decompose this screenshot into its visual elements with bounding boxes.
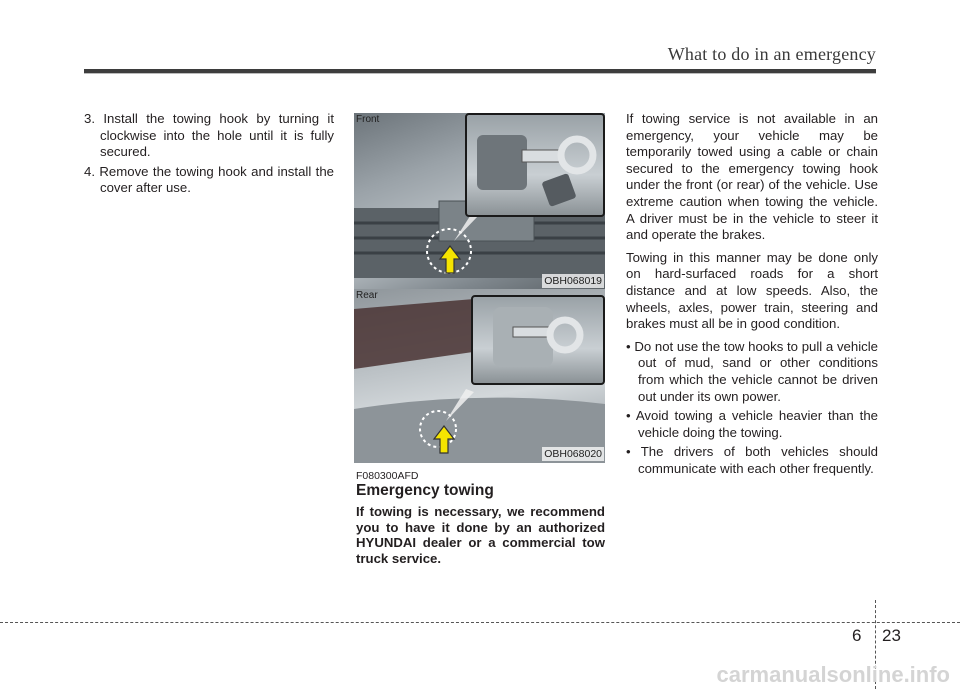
step-number: 3.: [84, 111, 95, 126]
section-code: F080300AFD: [356, 470, 419, 482]
steps-column: [84, 111, 334, 200]
tow-hook-closeup-inset: [471, 295, 605, 385]
page-number: 23: [882, 626, 901, 645]
hook-ring: [561, 139, 593, 171]
figure-label-front: Front: [356, 114, 380, 125]
figure-code-front: OBH068019: [544, 275, 602, 287]
step-item: [84, 111, 334, 161]
step-item: [84, 164, 334, 197]
step-text: Install the towing hook by turning it clockwise into the hole until it is fully secured.: [100, 111, 335, 160]
bullet-item: • Avoid towing a vehicle heavier than the vehicle doing the towing.: [626, 408, 878, 440]
tow-hook-closeup-inset: [465, 113, 605, 217]
hook-closeup-illustration: [473, 297, 603, 383]
hook-shaft: [513, 327, 549, 337]
hook-shaft: [522, 150, 562, 162]
step-text: Remove the towing hook and install the cover after use.: [99, 163, 334, 196]
bullet-text: Avoid towing a vehicle heavier than the vehicle doing the towing.: [635, 408, 878, 440]
hook-ring: [550, 320, 580, 350]
watermark: carmanualsonline.info: [716, 662, 950, 687]
hook-closeup-illustration: [467, 115, 603, 215]
section-body: If towing is necessary, we recommend you to have it done by an authorized HYUNDAI dealer or a commercial tow truck service.: [356, 504, 605, 566]
bullet-item: • Do not use the tow hooks to pull a vehicle out of mud, sand or other conditions from which the vehicle cannot be driven out under its own power.: [626, 338, 879, 404]
rear-tow-hook-figure: [354, 289, 605, 463]
footer-divider: [0, 622, 960, 623]
step-number: 4.: [84, 163, 95, 179]
paragraph: Towing in this manner may be done only on hard-surfaced roads for a short distance and at low speeds. Also, the wheels, axles, power train, steering and brakes must all be in good condition.: [626, 249, 878, 332]
section-title: Emergency towing: [356, 482, 494, 499]
bullet-text: The drivers of both vehicles should communicate with each other frequently.: [638, 444, 878, 476]
figure-label-rear: Rear: [356, 290, 378, 301]
front-tow-hook-figure: [354, 113, 605, 290]
header-title: What to do in an emergency: [667, 44, 876, 64]
chapter-number: 6: [852, 626, 862, 645]
bullet-item: • The drivers of both vehicles should communicate with each other frequently.: [626, 444, 878, 476]
bullet-text: Do not use the tow hooks to pull a vehicle out of mud, sand or other conditions from which the vehicle cannot be driven out under its own power.: [634, 338, 879, 404]
hook-cover: [541, 173, 576, 207]
towing-instructions-column: [626, 111, 878, 480]
header-rule-thin: [84, 73, 876, 74]
hook-socket: [477, 135, 527, 190]
paragraph: If towing service is not available in an emergency, your vehicle may be temporarily towed using a cable or chain secured to the emergency towing hook under the front (or rear) of the vehicle. Use extreme caution when towing the vehicle. A driver must be in the vehicle to steer it and operate the brakes.: [626, 111, 878, 243]
figure-code-rear: OBH068020: [544, 448, 602, 460]
